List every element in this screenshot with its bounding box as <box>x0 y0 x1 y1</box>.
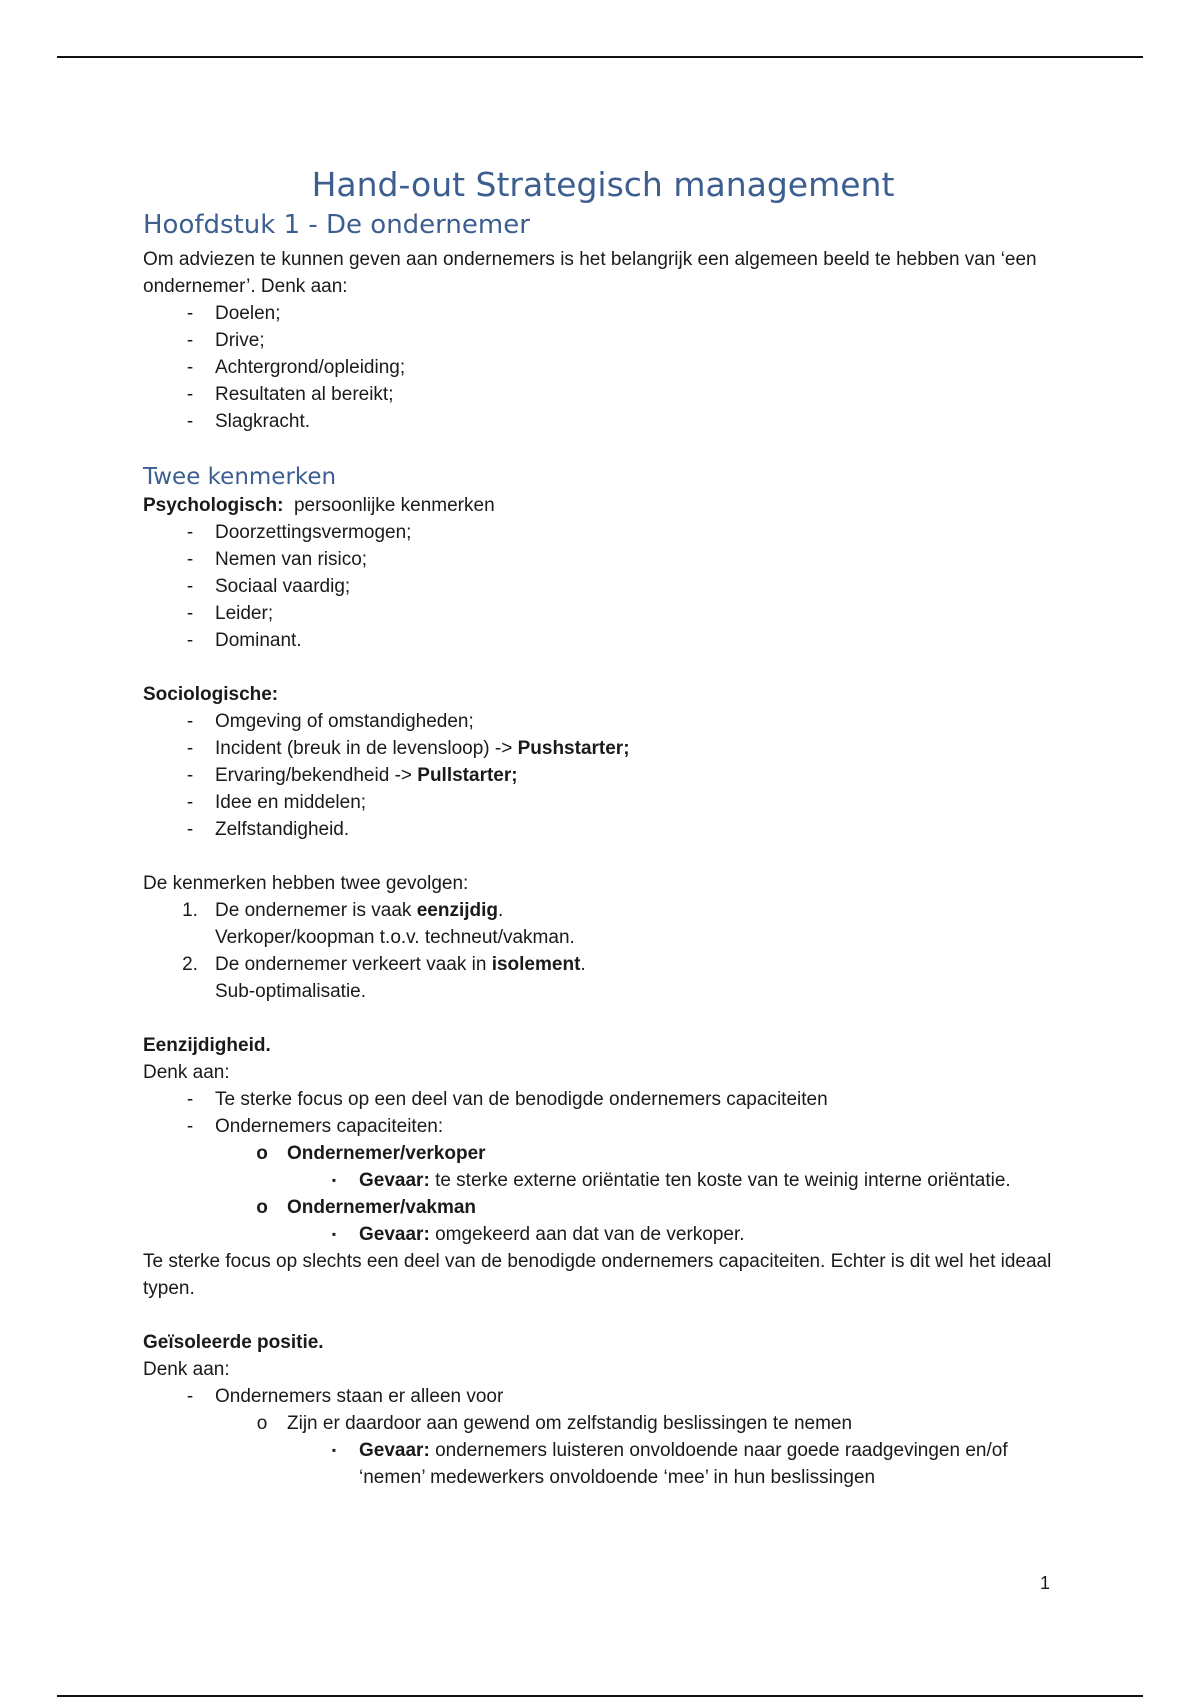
pushstarter-term: Pushstarter; <box>517 738 630 759</box>
list-item-text: Idee en middelen; <box>215 792 367 813</box>
list-item-text: Zelfstandigheid. <box>215 819 350 840</box>
dash-bullet: - <box>186 411 194 432</box>
dash-bullet: - <box>186 765 194 786</box>
gevaar-label: Gevaar: <box>359 1440 430 1461</box>
list-number: 2. <box>182 954 198 975</box>
list-item <box>143 546 1063 573</box>
geisoleerde-denk-aan: Denk aan: <box>143 1359 230 1380</box>
dash-bullet: - <box>186 792 194 813</box>
psychologisch-list <box>143 519 1063 654</box>
square-bullet-icon: ▪ <box>331 1443 337 1457</box>
psychologisch-line <box>143 492 1063 519</box>
sociologisch-label-text: Sociologische: <box>143 684 279 705</box>
list-item <box>143 354 1063 381</box>
list-number: 1. <box>182 900 198 921</box>
sub-sub-list-item-text: omgekeerd aan dat van de verkoper. <box>435 1224 745 1245</box>
list-item-text: Ervaring/bekendheid -> <box>215 765 412 786</box>
sub-list-item <box>143 1140 1063 1167</box>
dash-bullet: - <box>186 711 194 732</box>
list-item-text: Achtergrond/opleiding; <box>215 357 406 378</box>
sub-sub-list-item-text: te sterke externe oriëntatie ten koste van te weinig interne oriëntatie. <box>435 1170 1011 1191</box>
square-bullet-icon: ▪ <box>331 1227 337 1241</box>
eenzijdigheid-denk-aan: Denk aan: <box>143 1062 230 1083</box>
sub-list-item <box>143 1194 1063 1221</box>
list-item <box>143 789 1063 816</box>
psychologisch-label: Psychologisch: <box>143 495 284 516</box>
gevaar-label: Gevaar: <box>359 1224 430 1245</box>
chapter-heading: Hoofdstuk 1 - De ondernemer <box>143 210 530 240</box>
sub-sub-list-item <box>143 1221 1063 1248</box>
geisoleerde-positie-heading <box>143 1329 1063 1356</box>
intro-list <box>143 300 1063 435</box>
eenzijdigheid-list <box>143 1086 1063 1248</box>
dash-bullet: - <box>186 549 194 570</box>
list-item <box>143 381 1063 408</box>
page-number: 1 <box>1040 1573 1051 1593</box>
list-item <box>143 1113 1063 1140</box>
list-item-subtext: Verkoper/koopman t.o.v. techneut/vakman. <box>215 927 575 948</box>
gevaar-label: Gevaar: <box>359 1170 430 1191</box>
list-item-text: Omgeving of omstandigheden; <box>215 711 474 732</box>
gevolgen-list <box>143 897 1063 1005</box>
dash-bullet: - <box>186 384 194 405</box>
circle-bullet: o <box>256 1197 268 1218</box>
sociologisch-label <box>143 681 1063 708</box>
list-item-text: Nemen van risico; <box>215 549 368 570</box>
square-bullet-icon: ▪ <box>331 1173 337 1187</box>
header-rule <box>57 56 1143 58</box>
list-item <box>143 1383 1063 1410</box>
list-item <box>143 408 1063 435</box>
dash-bullet: - <box>186 738 194 759</box>
intro-paragraph: Om adviezen te kunnen geven aan ondernemers is het belangrijk een algemeen beeld te hebben van ‘een ondernemer’. Denk aan: <box>143 249 1037 297</box>
eenzijdigheid-summary: Te sterke focus op slechts een deel van de benodigde ondernemers capaciteiten. Echter is dit wel het ideaal typen. <box>143 1251 1052 1299</box>
sub-list-item-text: Zijn er daardoor aan gewend om zelfstandig beslissingen te nemen <box>287 1413 853 1434</box>
sub-list-item <box>143 1410 1063 1437</box>
dash-bullet: - <box>186 630 194 651</box>
list-item <box>143 573 1063 600</box>
list-item-text: Drive; <box>215 330 265 351</box>
geisoleerde-positie-heading-text: Geïsoleerde positie. <box>143 1332 324 1353</box>
list-item: 1. De ondernemer is vaak eenzijdig. Verkoper/koopman t.o.v. techneut/vakman. <box>143 897 1063 951</box>
list-item <box>143 735 1063 762</box>
list-item-text: Ondernemers capaciteiten: <box>215 1116 444 1137</box>
list-item-subtext: Sub-optimalisatie. <box>215 981 367 1002</box>
sub-list-item-text: Ondernemer/verkoper <box>287 1143 486 1164</box>
psychologisch-text: persoonlijke kenmerken <box>293 495 495 516</box>
circle-bullet: o <box>256 1143 268 1164</box>
list-item-text: Doelen; <box>215 303 281 324</box>
list-item: 2. De ondernemer verkeert vaak in isolement. Sub-optimalisatie. <box>143 951 1063 1005</box>
dash-bullet: - <box>186 303 194 324</box>
list-item <box>143 1086 1063 1113</box>
list-item <box>143 627 1063 654</box>
document-title: Hand-out Strategisch management <box>311 165 895 204</box>
list-item-text: Sociaal vaardig; <box>215 576 351 597</box>
dash-bullet: - <box>186 522 194 543</box>
isolement-term: isolement <box>491 954 581 975</box>
sub-sub-list-item-text: ondernemers luisteren onvoldoende naar goede raadgevingen en/of ‘nemen’ medewerkers onvoldoende ‘mee’ in hun beslissingen <box>359 1440 1008 1488</box>
list-item-text: De ondernemer verkeert vaak in <box>215 954 487 975</box>
dash-bullet: - <box>186 819 194 840</box>
list-item <box>143 762 1063 789</box>
sub-sub-list-item <box>143 1437 1063 1491</box>
geisoleerde-list <box>143 1383 1063 1491</box>
dash-bullet: - <box>186 603 194 624</box>
list-item <box>143 816 1063 843</box>
dash-bullet: - <box>186 1089 194 1110</box>
circle-bullet: o <box>256 1413 268 1434</box>
eenzijdigheid-heading <box>143 1032 1063 1059</box>
eenzijdig-term: eenzijdig <box>416 900 499 921</box>
list-item-text: Resultaten al bereikt; <box>215 384 394 405</box>
list-item-text: Slagkracht. <box>215 411 311 432</box>
dash-bullet: - <box>186 357 194 378</box>
list-item-text: Ondernemers staan er alleen voor <box>215 1386 504 1407</box>
sociologisch-list <box>143 708 1063 843</box>
footer-rule <box>57 1695 1143 1697</box>
list-item <box>143 300 1063 327</box>
list-item <box>143 708 1063 735</box>
sub-sub-list-item <box>143 1167 1063 1194</box>
list-item-text: Dominant. <box>215 630 302 651</box>
list-item <box>143 600 1063 627</box>
pullstarter-term: Pullstarter; <box>417 765 518 786</box>
eenzijdigheid-heading-text: Eenzijdigheid. <box>143 1035 271 1056</box>
document-body <box>143 162 1063 1491</box>
dash-bullet: - <box>186 576 194 597</box>
section-heading-twee-kenmerken: Twee kenmerken <box>143 464 337 490</box>
list-item-text: Doorzettingsvermogen; <box>215 522 412 543</box>
dash-bullet: - <box>186 1386 194 1407</box>
list-item <box>143 519 1063 546</box>
list-item <box>143 327 1063 354</box>
dash-bullet: - <box>186 330 194 351</box>
dash-bullet: - <box>186 1116 194 1137</box>
list-item-text: Leider; <box>215 603 274 624</box>
list-item-text: Incident (breuk in de levensloop) -> <box>215 738 513 759</box>
sub-list-item-text: Ondernemer/vakman <box>287 1197 477 1218</box>
list-item-text: De ondernemer is vaak <box>215 900 412 921</box>
gevolgen-intro: De kenmerken hebben twee gevolgen: <box>143 873 469 894</box>
list-item-text: Te sterke focus op een deel van de benodigde ondernemers capaciteiten <box>215 1089 828 1110</box>
